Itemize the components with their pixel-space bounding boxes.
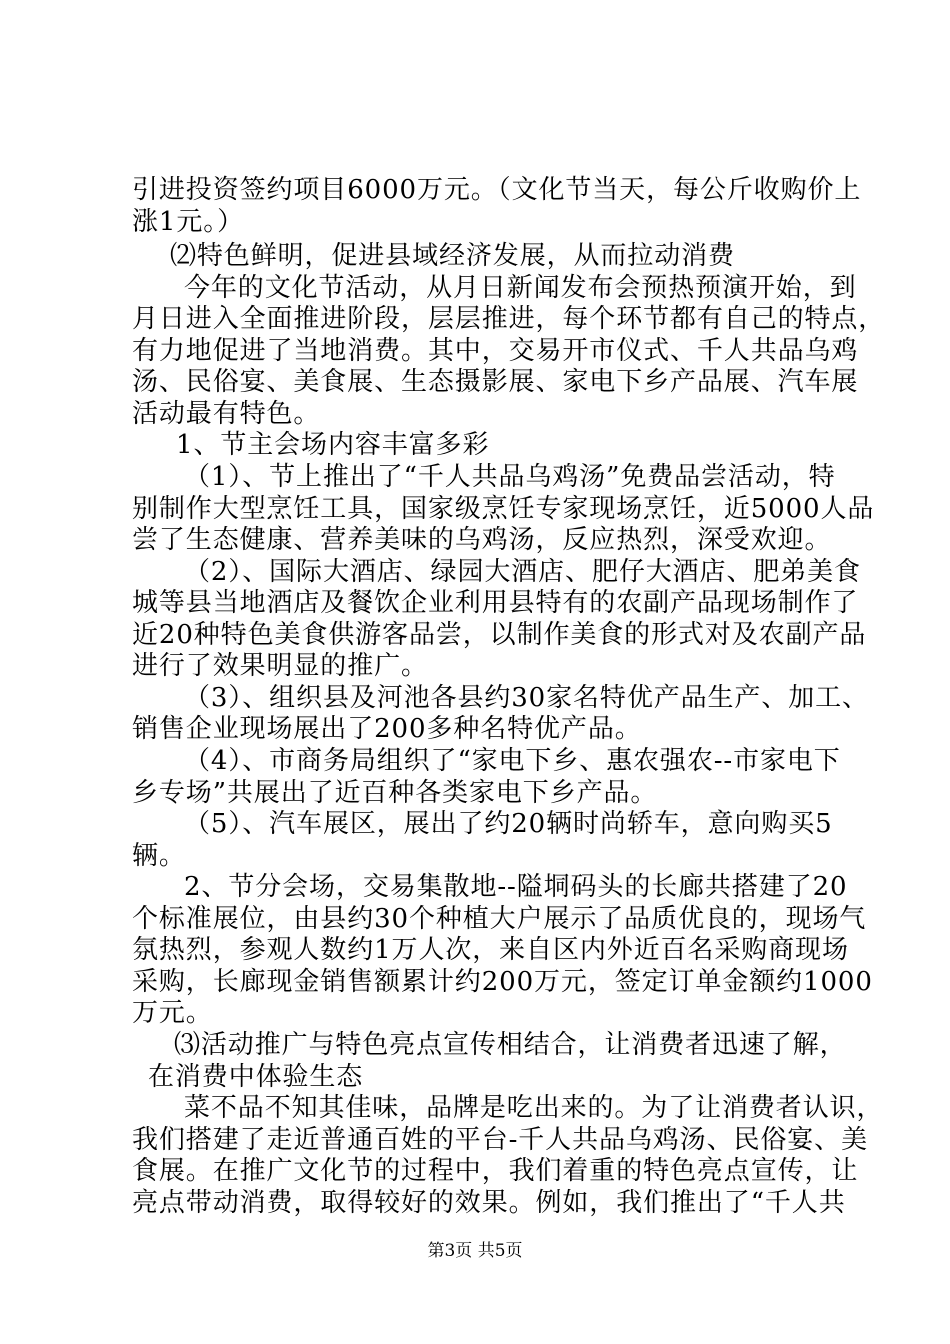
subsection-heading: 1、节主会场内容丰富多彩 <box>176 430 490 460</box>
body-text-line: 辆。 <box>132 841 186 871</box>
body-text-line: 食展。在推广文化节的过程中，我们着重的特色亮点宣传，让 <box>132 1156 859 1186</box>
body-text-line: 我们搭建了走近普通百姓的平台-千人共品乌鸡汤、民俗宴、美 <box>132 1125 868 1155</box>
section-heading: ⑵特色鲜明，促进县域经济发展，从而拉动消费 <box>170 241 735 271</box>
paragraph-first-line: （5）、汽车展区，展出了约20辆时尚轿车，意向购买5 <box>184 809 833 839</box>
paragraph-first-line: 菜不品不知其佳味，品牌是吃出来的。为了让消费者认识， <box>184 1093 884 1123</box>
body-text-line: 尝了生态健康、营养美味的乌鸡汤，反应热烈，深受欢迎。 <box>132 525 832 555</box>
body-text-line: 引进投资签约项目6000万元。（文化节当天，每公斤收购价上 <box>132 175 862 205</box>
body-text-line: 万元。 <box>132 998 213 1028</box>
body-text-line: 乡专场”共展出了近百种各类家电下乡产品。 <box>132 778 658 808</box>
body-text-line: 氛热烈，参观人数约1万人次，来自区内外近百名采购商现场 <box>132 935 849 965</box>
body-text-line: 月日进入全面推进阶段，层层推进，每个环节都有自己的特点， <box>132 304 886 334</box>
page-number-footer: 第3页 共5页 <box>427 1241 523 1261</box>
paragraph-first-line: （1）、节上推出了“千人共品乌鸡汤”免费品尝活动，特 <box>184 462 836 492</box>
paragraph-first-line: 今年的文化节活动，从月日新闻发布会预热预演开始，到 <box>184 273 857 303</box>
paragraph-first-line: （2）、国际大酒店、绿园大酒店、肥仔大酒店、肥弟美食 <box>184 557 861 587</box>
body-text-line: 进行了效果明显的推广。 <box>132 651 428 681</box>
body-text-line: 涨1元。） <box>132 207 245 237</box>
body-text-line: 亮点带动消费，取得较好的效果。例如，我们推出了“千人共 <box>132 1188 846 1218</box>
paragraph-first-line: 2、节分会场，交易集散地--隘垌码头的长廊共搭建了20 <box>184 872 848 902</box>
body-text-line: 近20种特色美食供游客品尝，以制作美食的形式对及农副产品 <box>132 620 867 650</box>
body-text-line: 城等县当地酒店及餐饮企业利用县特有的农副产品现场制作了 <box>132 588 859 618</box>
body-text-line: 采购，长廊现金销售额累计约200万元，签定订单金额约1000 <box>132 967 873 997</box>
body-text-line: 有力地促进了当地消费。其中，交易开市仪式、千人共品乌鸡 <box>132 336 859 366</box>
body-text-line: 汤、民俗宴、美食展、生态摄影展、家电下乡产品展、汽车展 <box>132 367 859 397</box>
paragraph-first-line: （3）、组织县及河池各县约30家名特优产品生产、加工、 <box>184 683 869 713</box>
body-text-line: 个标准展位，由县约30个种植大户展示了品质优良的，现场气 <box>132 904 867 934</box>
section-heading: ⑶活动推广与特色亮点宣传相结合，让消费者迅速了解， <box>174 1030 847 1060</box>
body-text-line: 别制作大型烹饪工具，国家级烹饪专家现场烹饪，近5000人品 <box>132 494 875 524</box>
paragraph-first-line: （4）、市商务局组织了“家电下乡、惠农强农--市家电下 <box>184 746 841 776</box>
body-text-line: 销售企业现场展出了200多种名特优产品。 <box>132 714 642 744</box>
body-text-line: 活动最有特色。 <box>132 399 321 429</box>
section-heading-continued: 在消费中体验生态 <box>148 1062 364 1092</box>
